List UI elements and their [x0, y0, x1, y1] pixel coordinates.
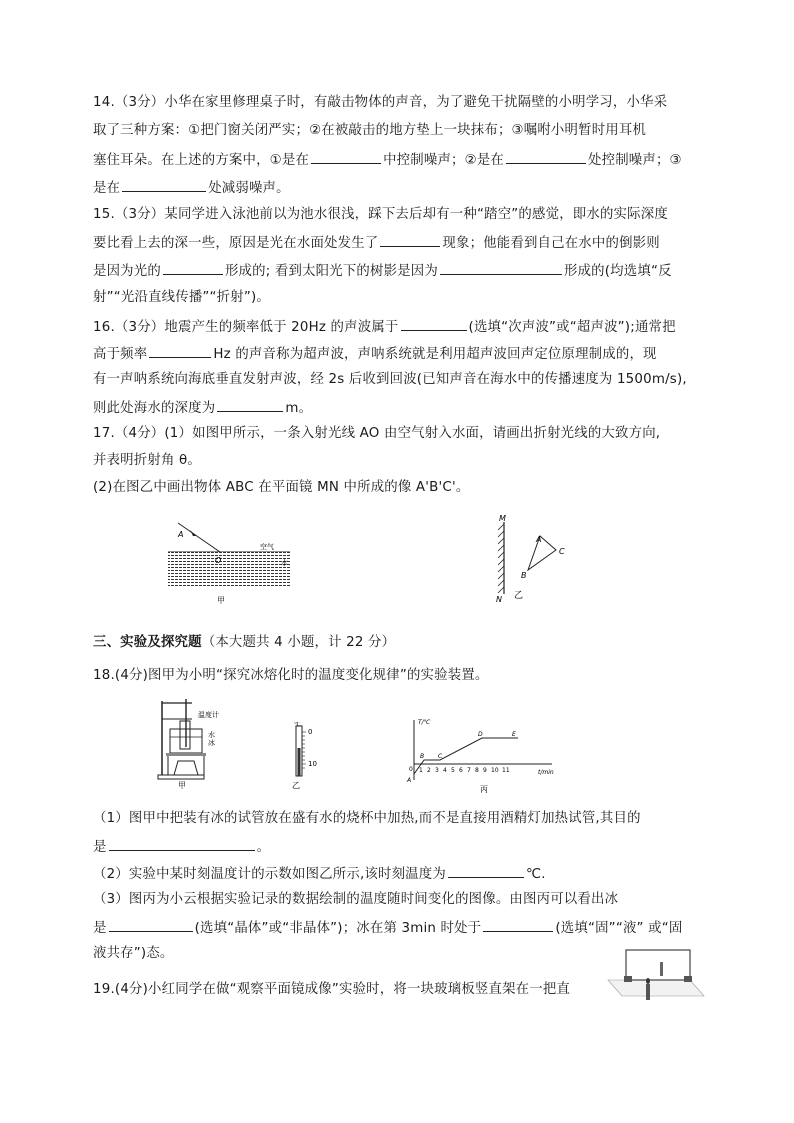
q18-text: ℃.	[525, 867, 546, 882]
candle-front	[646, 984, 650, 1000]
q14-text: 塞住耳朵。在上述的方案中，①是在	[93, 153, 310, 168]
q18-text: 是	[93, 921, 107, 936]
q18-part3-line-3: 液共存”)态。	[93, 946, 174, 961]
base-left	[624, 976, 632, 982]
figure-graph	[404, 716, 564, 794]
point-e: E	[512, 731, 516, 738]
q14-line-2: 取了三种方案：①把门窗关闭严实；②在被敲击的地方垫上一块抹布；③嘱咐小明暂时用耳机	[93, 123, 647, 138]
tick-label: 5	[451, 767, 455, 774]
section-note: （本大题共 4 小题，计 22 分）	[201, 635, 396, 650]
figure-thermometer	[286, 722, 330, 790]
figure-plane-mirror	[488, 512, 578, 604]
answer-blank[interactable]	[149, 343, 211, 358]
section-title: 三、实验及探究题	[93, 635, 202, 650]
tick-label: 9	[483, 767, 487, 774]
tick-10: 10	[308, 760, 317, 768]
q17-line-3: (2)在图乙中画出物体 ABC 在平面镜 MN 中所成的像 A'B'C'。	[93, 480, 470, 495]
answer-blank[interactable]	[506, 149, 586, 164]
point-a: A	[407, 777, 412, 784]
answer-blank[interactable]	[163, 260, 223, 275]
q18-part3-line-1: （3）图丙为小云根据实验记录的数据绘制的温度随时间变化的图像。由图丙可以看出冰	[93, 892, 619, 907]
label-water: 水	[208, 731, 215, 739]
q18-part3-line-2	[93, 917, 682, 939]
answer-blank[interactable]	[448, 863, 524, 878]
label-ice: 冰	[208, 739, 215, 747]
q16-line-2	[93, 343, 657, 365]
label-air: 空气	[260, 543, 274, 551]
q17-line-1: 17.（4分）(1）如图甲所示，一条入射光线 AO 由空气射入水面，请画出折射光线的大致方向,	[93, 426, 661, 441]
figure-mirror-experiment	[604, 940, 708, 1010]
mercury-column	[298, 748, 301, 776]
scale-ticks	[302, 732, 306, 768]
q15-line-3	[93, 260, 672, 282]
q18-part2	[93, 863, 546, 885]
tick-label: 1	[419, 767, 423, 774]
caption-yi: 乙	[292, 781, 300, 790]
answer-blank[interactable]	[109, 917, 193, 932]
label-b: B	[521, 571, 527, 580]
base-right	[684, 976, 692, 982]
q14-line-1: 14.（3分）小华在家里修理桌子时，有敲击物体的声音，为了避免干扰隔壁的小明学习，小华采	[93, 95, 668, 110]
section-header	[93, 633, 395, 653]
flame	[646, 978, 650, 984]
q14-text: 处减弱噪声。	[208, 181, 290, 196]
tick-label: 11	[502, 767, 510, 774]
label-n: N	[496, 595, 502, 604]
answer-blank[interactable]	[217, 397, 283, 412]
q17-line-2: 并表明折射角 θ。	[93, 453, 201, 468]
q18-text: (选填“晶体”或“非晶体”)；冰在第 3min 时处于	[194, 921, 482, 936]
tick-label: 2	[427, 767, 431, 774]
tick-label: 7	[467, 767, 471, 774]
object-abc	[528, 536, 556, 570]
q19-line-1: 19.(4分)小红同学在做“观察平面镜成像”实验时，将一块玻璃板竖直架在一把直	[93, 982, 571, 997]
mirror-hatching	[498, 524, 504, 593]
figure-refraction	[160, 515, 300, 610]
q15-text: 要比看上去的深一些，原因是光在水面处发生了	[93, 236, 379, 251]
q15-text: 现象；他能看到自己在水中的倒影则	[442, 236, 660, 251]
table-surface	[608, 980, 704, 996]
label-c: C	[559, 547, 565, 556]
caption-jia: 甲	[217, 596, 225, 605]
tick-label: 3	[435, 767, 439, 774]
q16-text: 高于频率	[93, 347, 148, 362]
label-thermometer: 温度计	[198, 711, 219, 719]
answer-blank[interactable]	[440, 260, 562, 275]
q16-text: m。	[285, 401, 313, 416]
point-c: C	[438, 753, 443, 760]
q14-text: 是在	[93, 181, 121, 196]
q15-line-1: 15.（3分）某同学进入泳池前以为池水很浅，踩下去后却有一种“踏空”的感觉，即水的实际深度	[93, 207, 668, 222]
x-tick-labels	[419, 767, 510, 774]
tick-label: 10	[491, 767, 499, 774]
label-water: 水	[281, 559, 288, 567]
caption-bing: 丙	[480, 785, 488, 794]
answer-blank[interactable]	[483, 917, 553, 932]
q18-part1-line-1: （1）图甲中把装有冰的试管放在盛有水的烧杯中加热,而不是直接用酒精灯加热试管,其目的	[93, 811, 641, 826]
q18-text: 。	[256, 840, 271, 855]
q18-line-1: 18.(4分)图甲为小明“探究冰熔化时的温度变化规律”的实验装置。	[93, 668, 489, 683]
caption-jia: 甲	[178, 781, 186, 789]
candle-back	[660, 962, 663, 976]
burner	[174, 761, 198, 775]
stand-base	[158, 775, 204, 779]
answer-blank[interactable]	[122, 177, 206, 192]
q18-part1-line-2	[93, 836, 270, 858]
q16-line-4	[93, 397, 312, 419]
gauze	[166, 753, 206, 756]
q16-text: (选填“次声波”或“超声波”);通常把	[468, 320, 676, 335]
tick-0: 0	[308, 728, 313, 736]
q14-line-4	[93, 177, 290, 199]
q14-text: 中控制噪声；②是在	[383, 153, 505, 168]
q16-line-1	[93, 316, 676, 338]
q16-text: 则此处海水的深度为	[93, 401, 216, 416]
x-axis-label: t/min	[538, 769, 554, 776]
answer-blank[interactable]	[109, 836, 255, 851]
q16-text: 16.（3分）地震产生的频率低于 20Hz 的声波属于	[93, 320, 399, 335]
origin-label: 0	[409, 766, 413, 773]
q18-text: （2）实验中某时刻温度计的示数如图乙所示,该时刻温度为	[93, 867, 446, 882]
glass-plate	[626, 950, 690, 980]
tick-label: 6	[459, 767, 463, 774]
answer-blank[interactable]	[380, 232, 440, 247]
label-m: M	[499, 514, 506, 523]
tick-label: 4	[443, 767, 447, 774]
q14-text: 处控制噪声；③	[588, 153, 682, 168]
y-axis-label: T/℃	[418, 719, 431, 726]
water-region	[168, 552, 290, 588]
label-unit: ℃	[294, 722, 301, 728]
incident-ray	[178, 523, 220, 552]
test-tube	[180, 721, 190, 749]
q15-line-4: 射”“光沿直线传播”“折射”)。	[93, 290, 271, 305]
q18-text: (选填“固”“液” 或“固	[555, 921, 683, 936]
q15-text: 是因为光的	[93, 264, 161, 279]
answer-blank[interactable]	[401, 316, 467, 331]
tick-label: 8	[475, 767, 479, 774]
q16-text: Hz 的声音称为超声波，声呐系统就是利用超声波回声定位原理制成的，现	[213, 347, 657, 362]
figure-apparatus	[152, 697, 232, 789]
label-a: A	[536, 535, 542, 544]
q18-text: 是	[93, 840, 107, 855]
q14-line-3	[93, 149, 682, 171]
point-d: D	[478, 731, 483, 738]
q15-text: 形成的; 看到太阳光下的树影是因为	[224, 264, 438, 279]
caption-yi: 乙	[514, 591, 524, 601]
label-a: A	[178, 530, 184, 539]
q15-line-2	[93, 232, 660, 254]
q15-text: 形成的(均选填“反	[563, 264, 672, 279]
q16-line-3: 有一声呐系统向海底垂直发射声波，经 2s 后收到回波(已知声音在海水中的传播速度为 1500m/s),	[93, 372, 687, 387]
point-b: B	[420, 753, 425, 760]
answer-blank[interactable]	[311, 149, 381, 164]
label-o: O	[215, 556, 222, 565]
